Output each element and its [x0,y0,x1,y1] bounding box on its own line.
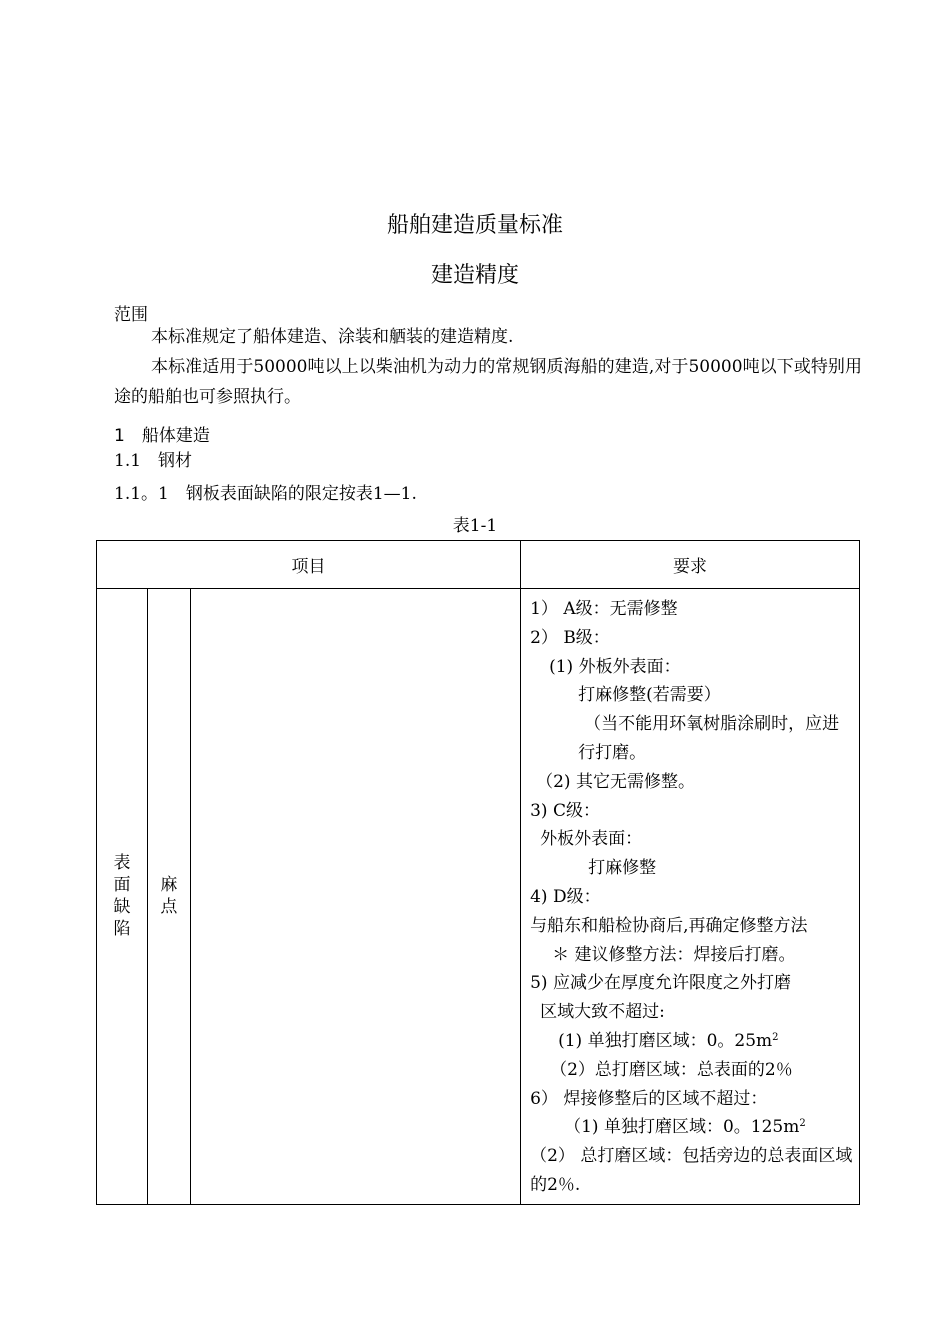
req-line: （当不能用环氧树脂涂刷时，应进行打磨。 [578,714,840,763]
req-line: 4) D级： [530,886,601,907]
superscript: 2 [799,1118,806,1130]
req-line: 与船东和船检协商后,再确定修整方法 [530,915,808,936]
req-line: 5) 应减少在厚度允许限度之外打磨 [530,973,791,994]
table-row [97,589,860,1205]
req-line: 2） B级： [530,627,610,648]
section-heading-1-1-1: 1.1。1 钢板表面缺陷的限定按表1—1. [114,484,417,504]
table-header-row [97,541,860,589]
req-line: 打麻修整(若需要） [578,685,721,706]
scope-paragraph-2: 本标准适用于50000吨以上以柴油机为动力的常规钢质海船的建造,对于50000吨以下或特别用途的船舶也可参照执行。 [114,357,862,407]
req-line: （2）总打磨区域：总表面的2％ [550,1059,793,1080]
document-subtitle: 建造精度 [430,263,519,288]
header-requirement: 要求 [521,541,860,589]
category-char: 缺 [113,897,131,918]
category-cell [97,589,148,1205]
req-text: （1) 单独打磨区域：0。125m [564,1117,800,1138]
category-char: 表 [113,853,131,874]
empty-cell [190,589,520,1205]
superscript: 2 [772,1031,779,1043]
category-char: 面 [113,875,131,896]
section-heading-1: 1 船体建造 [114,426,210,446]
header-item: 项目 [97,541,521,589]
table-caption: 表1-1 [452,516,498,536]
req-line: 外板外表面： [540,829,643,850]
scope-heading: 范围 [114,305,148,325]
req-line: 打麻修整 [588,858,657,879]
subcategory-cell [147,589,190,1205]
req-line: （2） 总打磨区域：包括旁边的总表面区域的2％. [530,1146,853,1195]
document-title: 船舶建造质量标准 [386,213,563,238]
req-line: 6） 焊接修整后的区域不超过： [530,1088,768,1109]
req-line: 区域大致不超过: [540,1002,665,1023]
requirements-cell [521,589,860,1205]
category-char: 陷 [113,919,131,940]
req-line: 1） A级：无需修整 [530,599,678,619]
req-text: (1) 单独打磨区域：0。25m [558,1030,773,1051]
req-line [530,1027,853,1056]
req-line: 3) C级： [530,800,600,821]
defect-table [96,540,860,1205]
subcategory-char: 点 [160,897,178,918]
req-line: （2) 其它无需修整。 [536,771,695,792]
req-line [530,1113,853,1142]
subcategory-char: 麻 [160,875,178,896]
req-line: ＊ 建议修整方法：焊接后打磨。 [552,944,796,965]
req-line: (1) 外板外表面： [549,656,681,677]
section-heading-1-1: 1.1 钢材 [114,451,193,471]
scope-paragraph-1: 本标准规定了船体建造、涂装和舾装的建造精度. [151,327,514,347]
